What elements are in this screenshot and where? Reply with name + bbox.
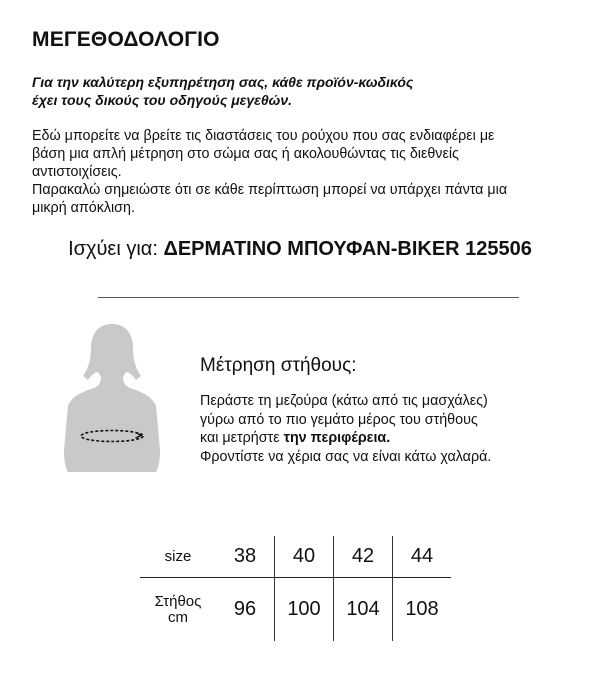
size-cell: 38: [216, 536, 275, 578]
divider: [98, 297, 519, 298]
chest-row: [140, 578, 451, 642]
intro-line: έχει τους δικούς του οδηγούς μεγεθών.: [32, 92, 292, 108]
size-label: size: [140, 536, 216, 578]
description-line: βάση μια απλή μέτρηση στο σώμα σας ή ακολουθώντας τις διεθνείς: [32, 146, 459, 162]
size-table: [140, 536, 451, 641]
measurement-title: Μέτρηση στήθους:: [200, 355, 357, 376]
size-cell: 40: [275, 536, 334, 578]
instruction-line: [200, 429, 560, 448]
size-cell: 44: [393, 536, 452, 578]
instruction-emphasis: την περιφέρεια.: [283, 430, 391, 446]
instruction-line: Φροντίστε να χέρια σας να είναι κάτω χαλαρά.: [200, 448, 492, 465]
chest-cell: 104: [334, 578, 393, 642]
measurement-instructions: [200, 392, 560, 466]
instruction-line: γύρω από το πιο γεμάτο μέρος του στήθους: [200, 411, 478, 428]
instruction-text: και μετρήστε: [200, 430, 284, 446]
description: [32, 127, 572, 217]
page-title: ΜΕΓΕΘΟΔΟΛΟΓΙΟ: [32, 28, 220, 51]
size-cell: 42: [334, 536, 393, 578]
chest-cell: 100: [275, 578, 334, 642]
instruction-line: Περάστε τη μεζούρα (κάτω από τις μασχάλες): [200, 393, 488, 409]
description-line: Παρακαλώ σημειώστε ότι σε κάθε περίπτωση μπορεί να υπάρχει πάντα μια: [32, 182, 508, 198]
size-header-row: [140, 536, 451, 578]
description-line: αντιστοιχίσεις.: [32, 164, 122, 180]
applies-prefix: Ισχύει για:: [68, 238, 164, 260]
chest-label-name: Στήθος: [154, 592, 202, 610]
chest-cell: 108: [393, 578, 452, 642]
intro-line: Για την καλύτερη εξυπηρέτηση σας, κάθε προϊόν-κωδικός: [32, 74, 414, 90]
female-torso-silhouette-icon: [62, 322, 162, 472]
intro-note: [32, 73, 552, 109]
chest-label: [140, 578, 216, 642]
product-name: ΔΕΡΜΑΤΙΝΟ ΜΠΟΥΦΑΝ-BIKER 125506: [163, 238, 532, 260]
applies-to: [0, 238, 600, 261]
chest-cell: 96: [233, 598, 257, 620]
chest-label-unit: cm: [168, 608, 188, 626]
description-line: μικρή απόκλιση.: [32, 200, 135, 216]
description-line: Εδώ μπορείτε να βρείτε τις διαστάσεις του ρούχου που σας ενδιαφέρει με: [32, 128, 495, 144]
